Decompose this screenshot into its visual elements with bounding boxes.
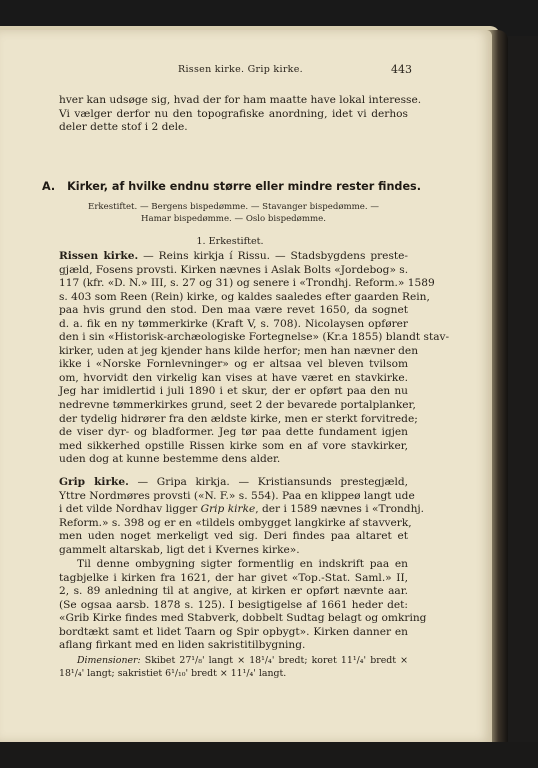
text-line: Reform.» s. 398 og er en «tildels ombygget langkirke af stavverk,	[59, 516, 412, 529]
text-fragment: Skibet 27¹/₈' langt × 18¹/₄' bredt; koret 11¹/₄' bredt ×	[140, 655, 408, 666]
page-number: 443	[391, 63, 412, 76]
ombygning-paragraph	[59, 558, 427, 653]
text-line	[59, 654, 408, 667]
text-line: (Se ogsaa aarsb. 1878 s. 125). I besigtigelse af 1661 heder det:	[59, 598, 408, 611]
text-line	[59, 250, 408, 264]
text-line	[59, 503, 425, 517]
text-line: om, hvorvidt den virkelig kan vises at have været en stavkirke.	[59, 371, 408, 384]
text-line: de viser dyr- og bladformer. Jeg tør paa dette fundament igjen	[59, 426, 408, 439]
dimensions	[59, 654, 408, 680]
text-line: der tydelig hidrører fra den ældste kirke, men er sterkt forvitrede;	[59, 412, 418, 425]
text-line: ikke i «Norske Fornlevninger» og er altsaa vel bleven tvilsom	[59, 358, 408, 371]
running-head	[0, 64, 492, 78]
section-letter: A.	[42, 180, 56, 193]
entry-heading: Rissen kirke.	[59, 250, 139, 262]
entry-heading: Grip kirke.	[59, 476, 129, 488]
subsection-title: 1. Erkestiftet.	[196, 236, 264, 247]
text-line: s. 403 som Reen (Rein) kirke, og kaldes saaledes efter gaarden Rein,	[59, 290, 430, 303]
text-fragment: i det vilde Nordhav ligger	[59, 503, 201, 516]
text-line	[59, 476, 408, 490]
italic-name: Grip kirke	[200, 503, 256, 516]
text-line: Yttre Nordmøres provsti («N. F.» s. 554). Paa en klippeø langt ude	[59, 489, 415, 502]
text-fragment: — Reins kirkja í Rissu. — Stadsbygdens preste-	[138, 250, 408, 262]
text-line: 18¹/₄' langt; sakristiet 6¹/₁₀' bredt × 11¹/₄' langt.	[59, 668, 287, 679]
text-line: paa hvis grund den stod. Den maa være revet 1650, da sognet	[59, 304, 408, 317]
grip-entry	[59, 476, 425, 557]
text-line: kirker, uden at jeg kjender hans kilde herfor; men han nævner den	[59, 344, 419, 357]
text-line: bordtækt samt et lidet Taarn og Spir opbygt». Kirken danner en	[59, 625, 408, 638]
intro-paragraph	[59, 94, 422, 135]
diocese-line: Hamar bispedømme. — Oslo bispedømme.	[141, 214, 326, 224]
text-line: nedrevne tømmerkirkes grund, seet 2 der bevarede portalplanker,	[59, 399, 416, 412]
dimensions-label: Dimensioner:	[77, 655, 141, 666]
text-line: men uden noget merkeligt ved sig. Deri findes paa altaret et	[59, 530, 408, 543]
section-title: Kirker, af hvilke endnu større eller mindre rester findes.	[67, 180, 421, 193]
rissen-entry	[59, 250, 450, 467]
section-heading	[42, 180, 422, 193]
text-line: d. a. fik en ny tømmerkirke (Kraft V, s. 708). Nicolaysen opfører	[59, 317, 408, 330]
text-line: «Grib Kirke findes med Stabverk, dobbelt Sudtag belagt og omkring	[59, 612, 427, 625]
text-line: uden dog at kunne bestemme dens alder.	[59, 453, 281, 466]
text-fragment: , der i 1589 nævnes i «Trondhj.	[255, 503, 425, 516]
text-line: 117 (kfr. «D. N.» III, s. 27 og 31) og senere i «Trondhj. Reform.» 1589	[59, 277, 435, 290]
text-line: Jeg har imidlertid i juli 1890 i et skur, der er opført paa den nu	[59, 385, 408, 398]
diocese-line: Erkestiftet. — Bergens bispedømme. — Stavanger bispedømme. —	[88, 202, 379, 212]
text-line: deler dette stof i 2 dele.	[59, 121, 188, 134]
text-fragment: — Gripa kirkja. — Kristiansunds prestegjæld,	[128, 476, 408, 488]
text-line: Til denne ombygning sigter formentlig en indskrift paa en	[77, 558, 408, 570]
text-line: tagbjelke i kirken fra 1621, der har givet «Top.-Stat. Saml.» II,	[59, 571, 408, 584]
diocese-list	[59, 201, 408, 225]
running-head-title: Rissen kirke. Grip kirke.	[178, 64, 303, 75]
text-line: med sikkerhed opstille Rissen kirke som en af vore stavkirker,	[59, 439, 408, 452]
text-line: gammelt altarskab, ligt det i Kvernes kirke».	[59, 543, 300, 556]
text-line: gjæld, Fosens provsti. Kirken nævnes i Aslak Bolts «Jordebog» s.	[59, 263, 409, 276]
text-line: aflang firkant med en liden sakristitilbygning.	[59, 639, 306, 652]
text-line: hver kan udsøge sig, hvad der for ham maatte have lokal interesse.	[59, 94, 422, 106]
background-bottom	[0, 742, 538, 768]
text-line: 2, s. 89 anledning til at angive, at kirken er opført nævnte aar.	[59, 585, 408, 598]
text-line: Vi vælger derfor nu den topografiske anordning, idet vi derhos	[59, 107, 408, 120]
text-line: den i sin «Historisk-archæologiske Fortegnelse» (Kr.a 1855) blandt stav-	[59, 331, 450, 344]
